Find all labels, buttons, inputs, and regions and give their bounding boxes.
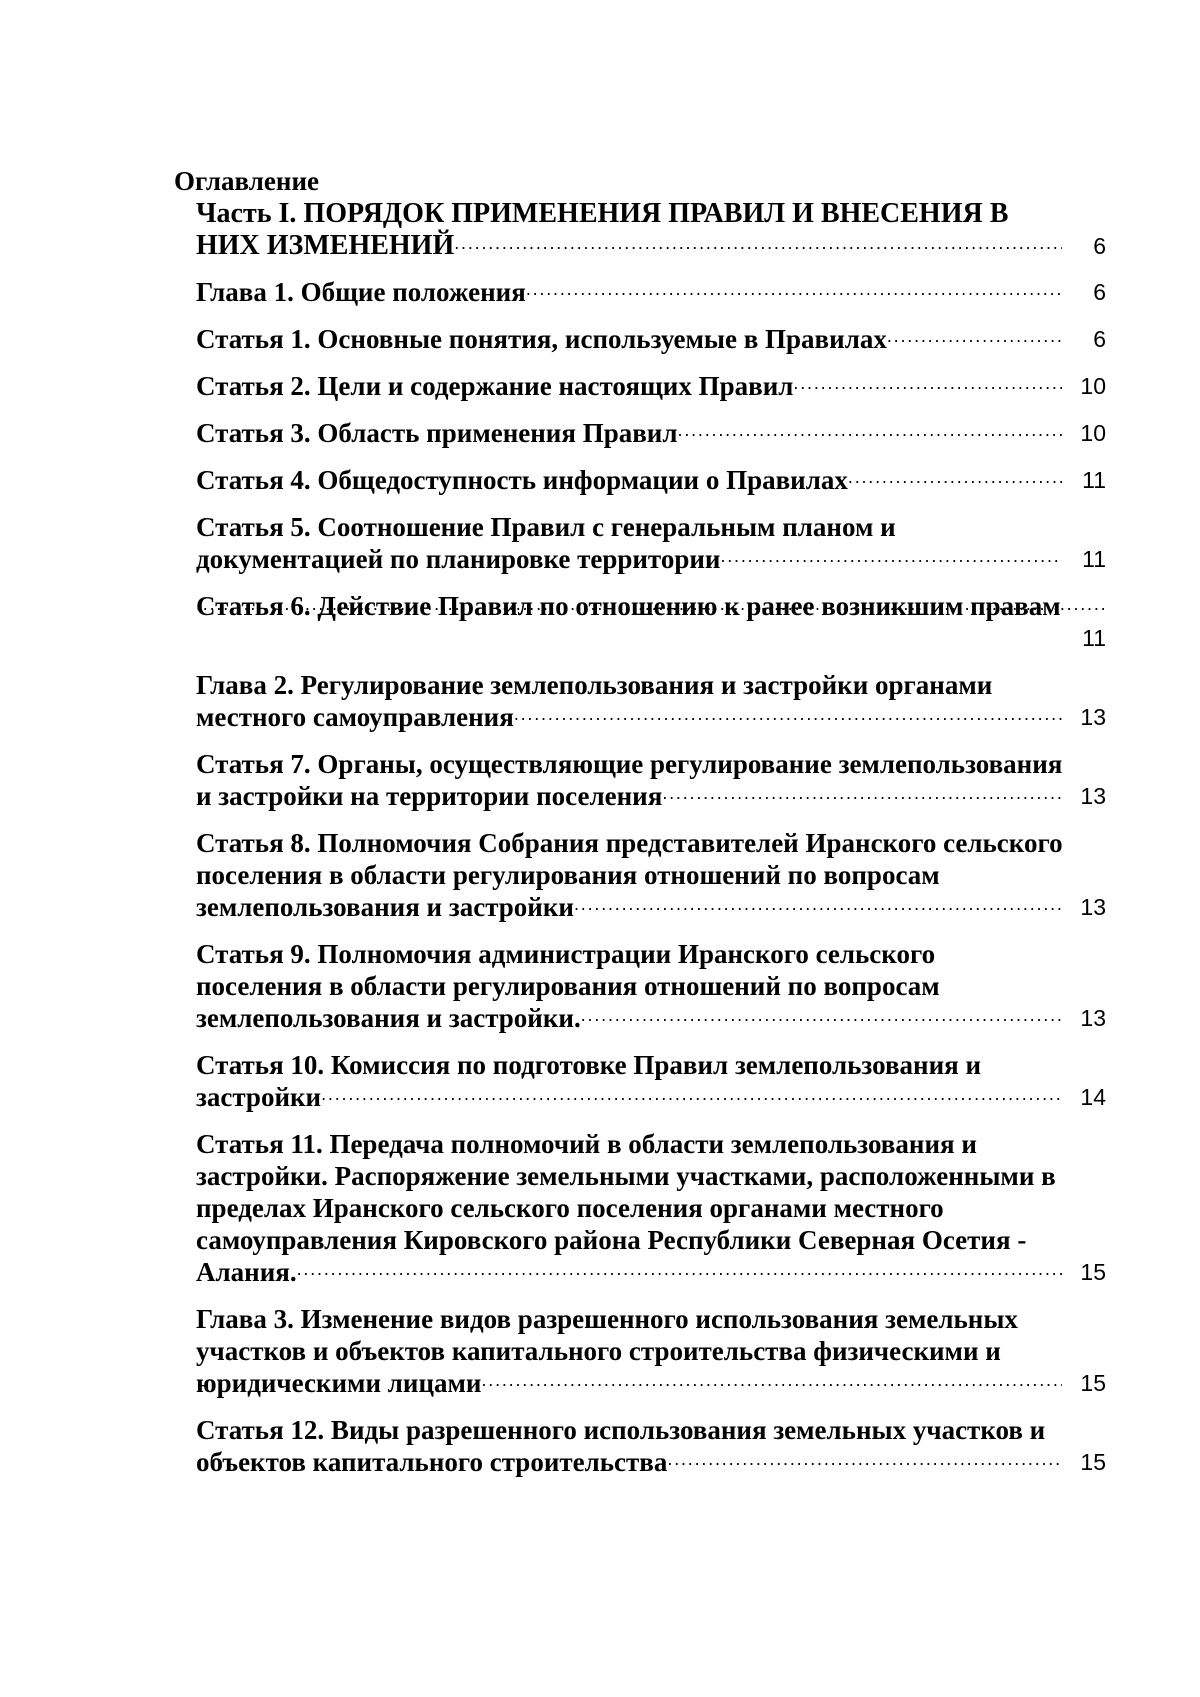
toc-entry-page: 11 [1062,622,1106,654]
toc-entry-article-12[interactable] [196,1414,1106,1478]
toc-entry-page: 10 [1062,370,1106,402]
toc-entry-article-6[interactable] [196,590,1106,654]
toc-entry-title: Статья 11. Передача полномочий в области землепользования и застройки. Распоряжение земельными участками, расположенными в пределах Иранского сельского поселения органами местного самоуправления Кировского района Республики Северная Осетия - Алания. [196,1129,1056,1287]
toc-entry-title: Статья 4. Общедоступность информации о Правилах [196,465,848,495]
toc-entry-article-5[interactable] [196,511,1106,575]
toc-entry-page: 11 [1062,543,1106,575]
toc-entry-page: 15 [1062,1256,1106,1288]
toc-entry-title: Глава 2. Регулирование землепользования и застройки органами местного самоуправления [196,670,993,732]
toc-entry-title: Статья 12. Виды разрешенного использования земельных участков и объектов капитального строительства [196,1415,1046,1477]
toc-entry-chapter-1[interactable] [196,276,1106,308]
toc-entry-page: 13 [1062,1002,1106,1034]
toc-entry-title: Статья 7. Органы, осуществляющие регулирование землепользования и застройки на территории поселения [196,749,1063,811]
toc-entry-page: 6 [1062,323,1106,355]
toc-entry-article-9[interactable] [196,938,1106,1034]
toc-entry-title: Глава 3. Изменение видов разрешенного использования земельных участков и объектов капитального строительства физическими и юридическими лицами [196,1304,1018,1398]
toc-entry-title: Статья 3. Область применения Правил [196,418,678,448]
toc-entry-page: 15 [1062,1367,1106,1399]
toc-entry-page: 15 [1062,1446,1106,1478]
toc-entry-article-3[interactable] [196,417,1106,449]
toc-entry-article-4[interactable] [196,464,1106,496]
toc-entry-title: Глава 1. Общие положения [196,277,526,307]
toc-entry-page: 13 [1062,780,1106,812]
toc-entry-part-1[interactable] [196,198,1106,262]
table-of-contents [196,198,1106,1493]
toc-entry-page: 6 [1062,230,1106,262]
toc-entry-title: Статья 9. Полномочия администрации Иранского сельского поселения в области регулирования отношений по вопросам землепользования и застройки. [196,939,940,1033]
toc-entry-page: 10 [1062,417,1106,449]
toc-entry-title: Статья 8. Полномочия Собрания представителей Иранского сельского поселения в области регулирования отношений по вопросам землепользования и застройки [196,828,1063,922]
toc-entry-title: Статья 6. Действие Правил по отношению к ранее возникшим правам [196,591,1061,621]
toc-entry-page: 14 [1062,1081,1106,1113]
toc-entry-title: Статья 2. Цели и содержание настоящих Правил [196,371,794,401]
toc-entry-article-10[interactable] [196,1049,1106,1113]
toc-entry-page: 13 [1062,891,1106,923]
toc-entry-article-7[interactable] [196,748,1106,812]
toc-entry-title: Часть I. ПОРЯДОК ПРИМЕНЕНИЯ ПРАВИЛ И ВНЕСЕНИЯ В НИХ ИЗМЕНЕНИЙ [196,198,1009,261]
toc-heading: Оглавление [174,166,319,196]
toc-entry-article-11[interactable] [196,1128,1106,1288]
toc-entry-chapter-2[interactable] [196,669,1106,733]
toc-entry-article-2[interactable] [196,370,1106,402]
toc-entry-page: 13 [1062,701,1106,733]
toc-entry-title: Статья 5. Соотношение Правил с генеральным планом и документацией по планировке территории [196,512,896,574]
toc-entry-article-8[interactable] [196,827,1106,923]
dot-leader-line [196,622,1066,654]
toc-entry-article-1[interactable] [196,323,1106,355]
toc-entry-chapter-3[interactable] [196,1303,1106,1399]
toc-entry-title: Статья 1. Основные понятия, используемые в Правилах [196,324,887,354]
toc-entry-title: Статья 10. Комиссия по подготовке Правил землепользования и застройки [196,1050,982,1112]
toc-entry-page: 6 [1062,276,1106,308]
toc-entry-page: 11 [1062,464,1106,496]
